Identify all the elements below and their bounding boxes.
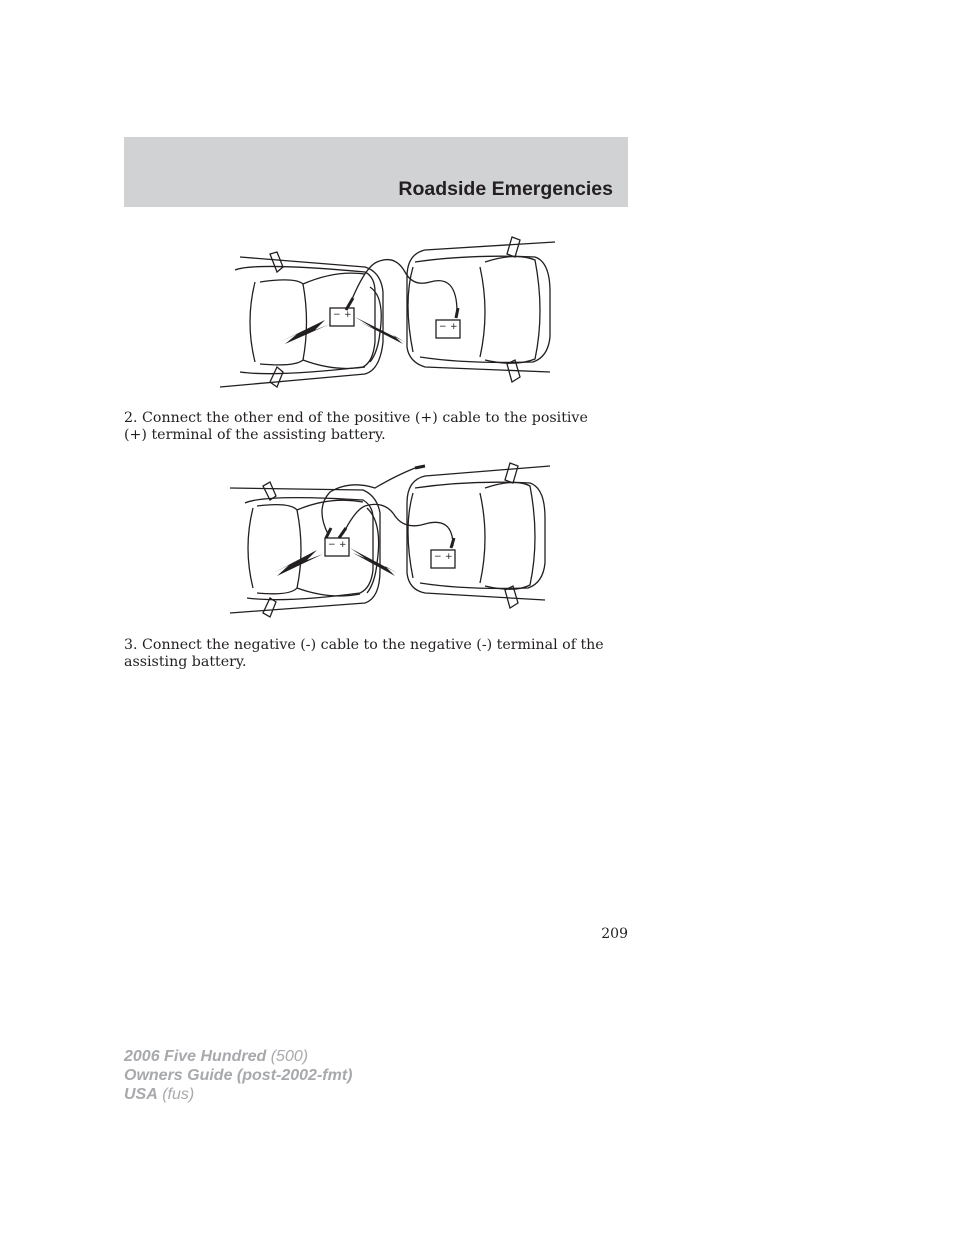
assisting-vehicle-drawing	[407, 237, 555, 382]
svg-text:−: −	[328, 540, 336, 550]
positive-jumper-cable	[343, 504, 453, 546]
cable-clamp	[415, 466, 425, 468]
dead-battery-icon	[325, 538, 349, 556]
svg-text:−: −	[439, 322, 447, 332]
footer-line-market: USA (fus)	[124, 1086, 195, 1103]
footer-line-guide: Owners Guide (post-2002-fmt)	[124, 1067, 353, 1084]
svg-text:−: −	[434, 552, 442, 562]
disabled-vehicle-drawing	[220, 252, 383, 387]
svg-text:+: +	[450, 322, 458, 332]
svg-text:−: −	[333, 310, 341, 320]
footer-line-model: 2006 Five Hundred (500)	[124, 1048, 309, 1065]
document-footer	[124, 1047, 352, 1104]
lightning-bolt-icons	[280, 317, 405, 344]
assisting-battery-icon	[436, 320, 460, 338]
svg-text:+: +	[339, 540, 347, 550]
svg-text:+: +	[445, 552, 453, 562]
cable-clamp	[339, 528, 346, 538]
dead-battery-icon	[330, 308, 354, 326]
assisting-battery-icon	[431, 550, 455, 568]
section-title: Roadside Emergencies	[398, 178, 613, 200]
section-header-band	[124, 137, 628, 207]
assisting-vehicle-drawing	[407, 463, 550, 608]
cable-clamp	[451, 538, 454, 548]
disabled-vehicle-drawing	[230, 482, 380, 617]
cable-clamp	[456, 308, 458, 318]
page-number: 209	[601, 926, 628, 942]
svg-text:+: +	[344, 310, 352, 320]
instruction-step-2: 2. Connect the other end of the positive (+) cable to the positive (+) terminal of the assisting battery.	[124, 410, 588, 443]
cable-clamp	[326, 528, 331, 538]
instruction-step-3: 3. Connect the negative (-) cable to the negative (-) terminal of the assisting battery.	[124, 637, 604, 670]
jump-start-diagram-step-2	[225, 458, 555, 623]
jump-start-diagram-step-1	[215, 232, 560, 397]
